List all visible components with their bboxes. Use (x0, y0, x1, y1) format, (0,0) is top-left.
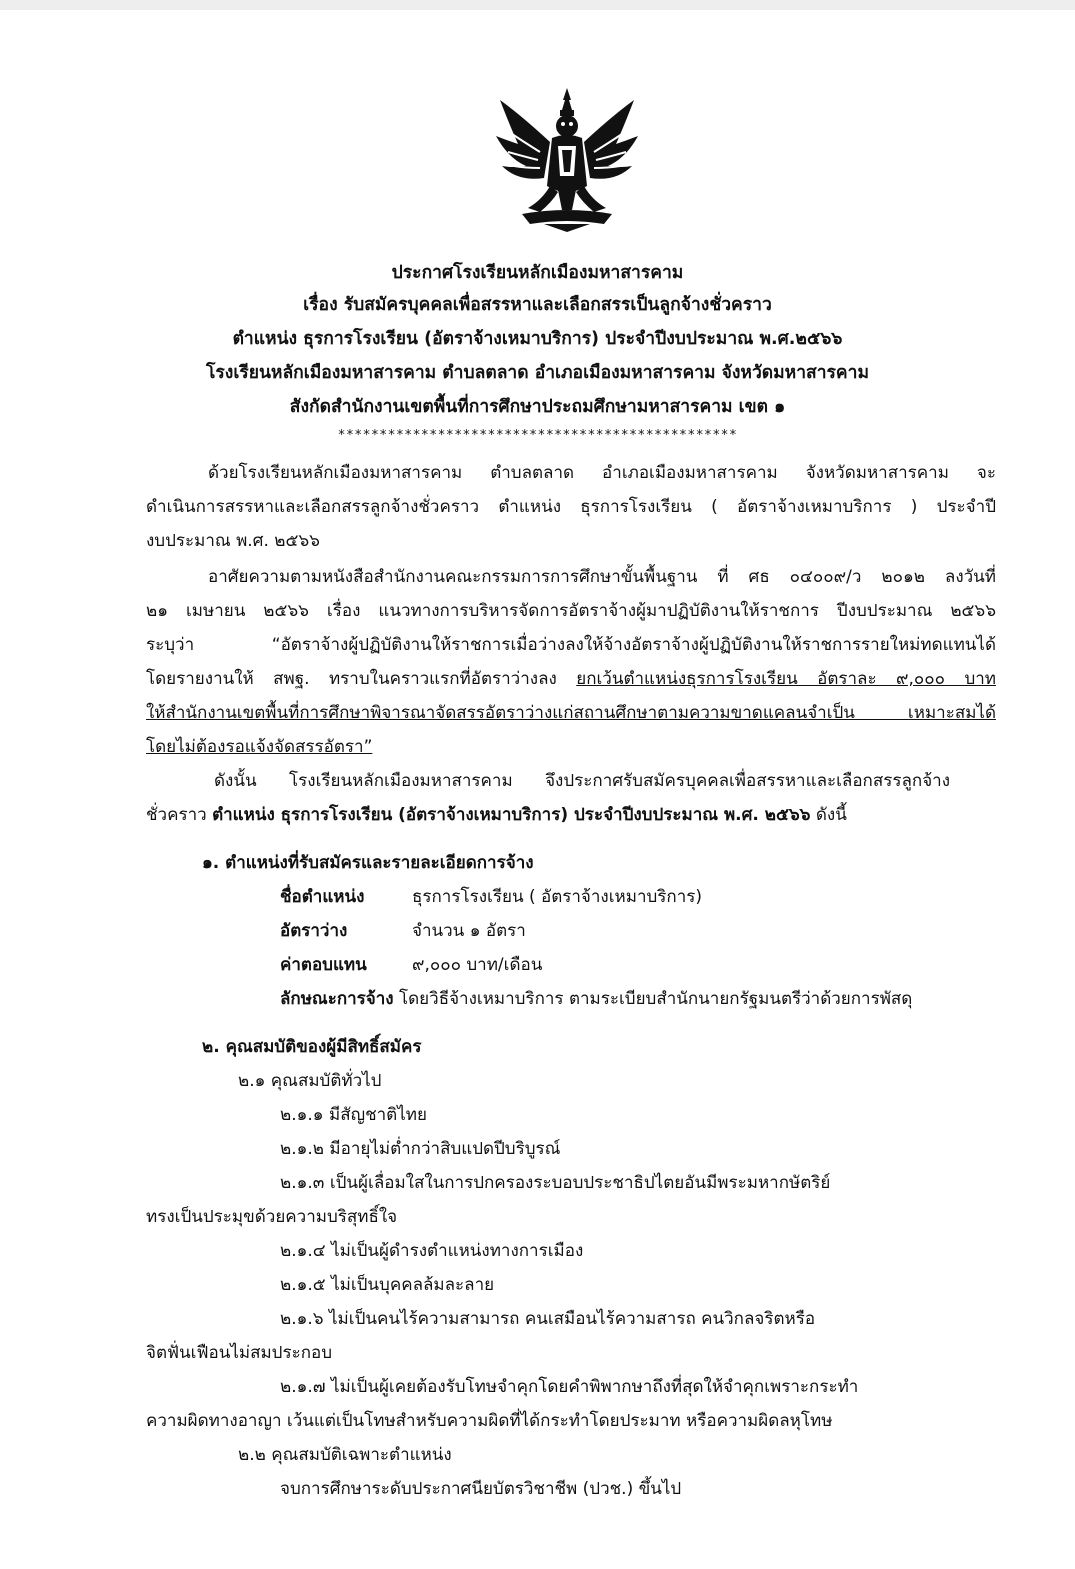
paragraph-2-underlined-exception: ยกเว้นตำแหน่งธุรการโรงเรียน อัตราละ ๙,๐๐๐ บาท (576, 669, 996, 689)
row-value-employment-type: โดยวิธีจ้างเหมาบริการ ตามระเบียบสำนักนายกรัฐมนตรีว่าด้วยการพัสดุ (399, 989, 913, 1009)
paragraph-2-line-5: ให้สำนักงานเขตพื้นที่การศึกษาพิจารณาจัดสรรอัตราว่างแก่สถานศึกษาตามความขาดแคลนจำเป็น เหมาะสมได้ (146, 703, 996, 723)
paragraph-3-position-bold: ตำแหน่ง ธุรการโรงเรียน (อัตราจ้างเหมาบริการ) ประจำปีงบประมาณ พ.ศ. ๒๕๖๖ (212, 805, 811, 825)
paragraph-2-line-4-text: โดยรายงานให้ สพฐ. ทราบในคราวแรกที่อัตราว่างลง (146, 669, 577, 689)
row-label-vacancy: อัตราว่าง (280, 921, 348, 941)
announcement-school-address: โรงเรียนหลักเมืองมหาสารคาม ตำบลตลาด อำเภอเมืองมหาสารคาม จังหวัดมหาสารคาม (205, 363, 870, 383)
qualification-2-1-4: ๒.๑.๔ ไม่เป็นผู้ดำรงตำแหน่งทางการเมือง (280, 1241, 584, 1261)
qualification-2-1-6-cont: จิตฟั่นเฟือนไม่สมประกอบ (146, 1343, 333, 1363)
qualification-2-1-3: ๒.๑.๓ เป็นผู้เลื่อมใสในการปกครองระบอบประชาธิปไตยอันมีพระมหากษัตริย์ (280, 1173, 831, 1193)
paragraph-1-line-3: งบประมาณ พ.ศ. ๒๕๖๖ (146, 531, 320, 551)
qualification-2-1-2: ๒.๑.๒ มีอายุไม่ต่ำกว่าสิบแปดปีบริบูรณ์ (280, 1139, 561, 1159)
announcement-title: ประกาศโรงเรียนหลักเมืองมหาสารคาม (391, 263, 684, 283)
row-label-position-name: ชื่อตำแหน่ง (280, 887, 365, 907)
paragraph-3-line-1: ดังนั้น โรงเรียนหลักเมืองมหาสารคาม จึงประกาศรับสมัครบุคคลเพื่อสรรหาและเลือกสรรลูกจ้าง (214, 771, 950, 791)
paragraph-1-line-1: ด้วยโรงเรียนหลักเมืองมหาสารคาม ตำบลตลาด อำเภอเมืองมหาสารคาม จังหวัดมหาสารคาม จะ (208, 463, 996, 483)
row-value-vacancy: จำนวน ๑ อัตรา (412, 921, 526, 941)
paragraph-1-line-2: ดำเนินการสรรหาและเลือกสรรลูกจ้างชั่วคราว ตำแหน่ง ธุรการโรงเรียน ( อัตราจ้างเหมาบริการ ) ประจำปี (146, 497, 996, 517)
row-label-employment-type: ลักษณะการจ้าง (280, 989, 394, 1009)
subsection-2-2-heading: ๒.๒ คุณสมบัติเฉพาะตำแหน่ง (238, 1445, 452, 1465)
section-2-heading: ๒. คุณสมบัติของผู้มีสิทธิ์สมัคร (202, 1037, 422, 1057)
paragraph-2-line-6: โดยไม่ต้องรอแจ้งจัดสรรอัตรา” (146, 737, 373, 757)
garuda-emblem-icon (492, 86, 642, 232)
paragraph-2-line-1: อาศัยความตามหนังสือสำนักงานคณะกรรมการการศึกษาขั้นพื้นฐาน ที่ ศธ ๐๔๐๐๙/ว ๒๐๑๒ ลงวันที่ (208, 567, 996, 587)
subsection-2-1-heading: ๒.๑ คุณสมบัติทั่วไป (238, 1071, 382, 1091)
paragraph-2-line-2: ๒๑ เมษายน ๒๕๖๖ เรื่อง แนวทางการบริหารจัดการอัตราจ้างผู้มาปฏิบัติงานให้ราชการ ปีงบประมาณ ๒๕๖๖ (146, 601, 996, 621)
qualification-2-2-text: จบการศึกษาระดับประกาศนียบัตรวิชาชีพ (ปวช.) ขึ้นไป (280, 1479, 682, 1499)
qualification-2-1-7: ๒.๑.๗ ไม่เป็นผู้เคยต้องรับโทษจำคุกโดยคำพิพากษาถึงที่สุดให้จำคุกเพราะกระทำ (280, 1377, 859, 1397)
paragraph-2-line-3: ระบุว่า “อัตราจ้างผู้ปฏิบัติงานให้ราชการเมื่อว่างลงให้จ้างอัตราจ้างผู้ปฏิบัติงานให้ราชการรายใหม่ทดแทนได้ (146, 635, 996, 655)
paragraph-3-line-2 (146, 804, 847, 826)
paragraph-3-line-2-start: ชั่วคราว (146, 805, 213, 825)
qualification-2-1-1: ๒.๑.๑ มีสัญชาติไทย (280, 1105, 427, 1125)
row-label-compensation: ค่าตอบแทน (280, 955, 367, 975)
paragraph-3-line-2-end: ดังนี้ (810, 805, 847, 825)
qualification-2-1-3-cont: ทรงเป็นประมุขด้วยความบริสุทธิ์ใจ (146, 1207, 398, 1227)
top-edge (0, 0, 1075, 10)
row-employment-type (280, 988, 912, 1010)
paragraph-2-line-4 (146, 668, 996, 690)
qualification-2-1-5: ๒.๑.๕ ไม่เป็นบุคคลล้มละลาย (280, 1275, 495, 1295)
separator-line: ************************************************ (337, 428, 738, 443)
announcement-position: ตำแหน่ง ธุรการโรงเรียน (อัตราจ้างเหมาบริการ) ประจำปีงบประมาณ พ.ศ.๒๕๖๖ (232, 329, 843, 349)
qualification-2-1-6: ๒.๑.๖ ไม่เป็นคนไร้ความสามารถ คนเสมือนไร้ความสารถ คนวิกลจริตหรือ (280, 1309, 816, 1329)
announcement-subject: เรื่อง รับสมัครบุคคลเพื่อสรรหาและเลือกสรรเป็นลูกจ้างชั่วคราว (303, 295, 772, 315)
announcement-affiliation: สังกัดสำนักงานเขตพื้นที่การศึกษาประถมศึกษามหาสารคาม เขต ๑ (289, 397, 786, 417)
section-1-heading: ๑. ตำแหน่งที่รับสมัครและรายละเอียดการจ้าง (202, 853, 534, 873)
row-value-position-name: ธุรการโรงเรียน ( อัตราจ้างเหมาบริการ) (412, 887, 703, 907)
qualification-2-1-7-cont: ความผิดทางอาญา เว้นแต่เป็นโทษสำหรับความผิดที่ได้กระทำโดยประมาท หรือความผิดลหุโทษ (146, 1411, 833, 1431)
row-value-compensation: ๙,๐๐๐ บาท/เดือน (412, 955, 543, 975)
